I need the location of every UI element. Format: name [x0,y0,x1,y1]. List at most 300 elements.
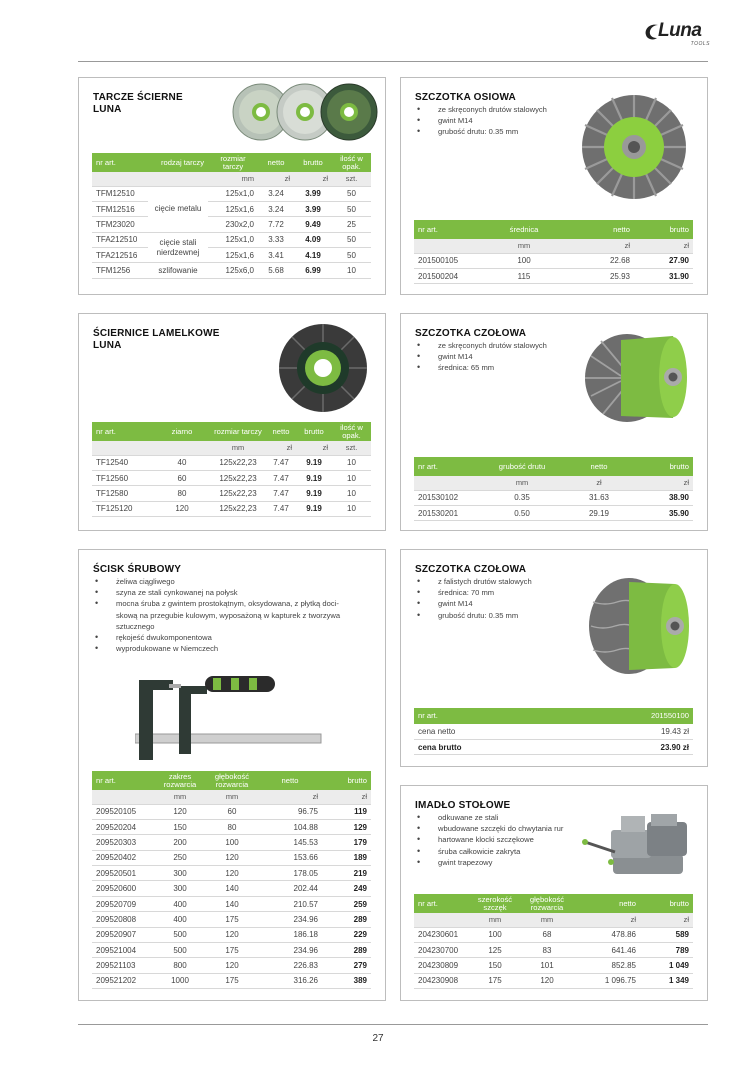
cell: 209520303 [92,835,154,850]
cell: 50 [332,201,371,216]
cell: 10 [332,486,371,501]
cell: 204230908 [414,973,470,988]
cell: 38.90 [634,490,693,505]
cell: 80 [206,819,258,834]
cell: 289 [322,943,371,958]
bench-vise-image [581,804,701,882]
cell: 125x1,0 [208,232,258,247]
cell: 175 [206,973,258,988]
cell: 789 [640,942,693,957]
cell: 1 096.75 [574,973,640,988]
cell: 289 [322,912,371,927]
unit-cell [414,239,484,253]
unit-cell [148,172,208,186]
cell: 209521004 [92,943,154,958]
cell: 27.90 [634,253,693,268]
feature-item: • rękojeść dwukomponentowa [93,632,383,643]
cell: 125x22,23 [210,470,266,485]
szczotka-czolowa-1-table [414,457,693,521]
table-row [92,217,371,232]
sciernice-table [92,422,371,517]
table-header [414,708,693,724]
scisk-title: ŚCISK ŚRUBOWY [93,564,182,575]
feature-item: • gwint M14 [415,115,547,126]
cell: 175 [206,943,258,958]
unit-cell [414,476,480,490]
cell: 234.96 [258,943,322,958]
cell: 7.47 [266,501,296,516]
table-row [414,253,693,268]
table-row [414,268,693,283]
tarcze-table [92,153,371,279]
table-row [92,819,371,834]
col-netto: netto [564,220,634,239]
feature-item: • z falistych drutów stalowych [415,576,532,587]
feature-item: • gwint M14 [415,351,547,362]
col-rozmiar: rozmiar tarczy [208,153,258,172]
units-row [414,476,693,490]
table-row [92,881,371,896]
cell: 204230601 [414,927,470,942]
cell: 589 [640,927,693,942]
col-nr-art: nr art. [414,220,484,239]
cell: 400 [154,912,206,927]
price-netto-row [414,724,693,739]
cell: 50 [332,232,371,247]
feature-item: • wbudowane szczęki do chwytania rur [415,823,563,834]
feature-item: • hartowane klocki szczękowe [415,834,563,845]
cell: 249 [322,881,371,896]
feature-item: • mocna śruba z gwintem prostokątnym, oksydowana, z płytką doci- [93,598,383,609]
feature-item-continued: skową na przegubie kulowym, wyposażoną w kapturek z tworzywa [116,610,341,620]
feature-item: • ze skręconych drutów stalowych [415,104,547,115]
cell: 300 [154,866,206,881]
cell: 23.90 zł [561,739,693,754]
cell: 10 [332,455,371,470]
cell: 279 [322,958,371,973]
szczotka-czolowa-2-table [414,708,693,755]
unit-cell: zł [574,913,640,927]
cell: 125x1,6 [208,248,258,263]
cell: 9.49 [294,217,332,232]
cell: 204230700 [414,942,470,957]
unit-cell: zł [294,172,332,186]
szczotka-osiowa-features [415,104,547,138]
cell: 389 [322,973,371,988]
unit-cell: szt. [332,172,371,186]
unit-cell: zł [564,239,634,253]
cell: TFM23020 [92,217,148,232]
cell: 209520204 [92,819,154,834]
cell: 0.35 [480,490,564,505]
cell: TF12560 [92,470,154,485]
unit-cell: zł [258,172,294,186]
unit-cell: szt. [332,441,371,455]
flap-disc-image [277,322,369,414]
cell: 175 [470,973,520,988]
cell: 178.05 [258,866,322,881]
col-szerokosc: szerokość szczęk [470,894,520,913]
cell: TFA212510 [92,232,148,247]
cell: 50 [332,248,371,263]
unit-cell: zł [564,476,634,490]
table-row [92,470,371,485]
table-row [92,263,371,278]
cell: 209521103 [92,958,154,973]
cell: 6.99 [294,263,332,278]
cell: TFA212516 [92,248,148,263]
cell: 125 [470,942,520,957]
article-number: 201550100 [561,708,693,724]
cell: 120 [206,958,258,973]
col-netto: netto [266,422,296,441]
feature-item: • średnica: 65 mm [415,362,547,373]
cell: TFM12510 [92,186,148,201]
table-row [92,912,371,927]
cell: 3.99 [294,201,332,216]
cell: 3.33 [258,232,294,247]
cell: 234.96 [258,912,322,927]
unit-cell: zł [634,476,693,490]
unit-cell: mm [154,790,206,804]
cell: 201500204 [414,268,484,283]
cell: 10 [332,501,371,516]
cell: 201530102 [414,490,480,505]
group-cell: cięcie stali nierdzewnej [148,232,208,263]
cell: 50 [332,186,371,201]
scisk-table [92,771,371,989]
col-nr-art: nr art. [92,153,148,172]
cell: 200 [154,835,206,850]
crimped-cup-brush-image [587,572,693,680]
cell: 29.19 [564,505,634,520]
cell: 125x6,0 [208,263,258,278]
wheel-brush-image [579,92,689,202]
unit-cell: zł [634,239,693,253]
cell: 230x2,0 [208,217,258,232]
cell: 500 [154,927,206,942]
unit-cell: zł [640,913,693,927]
units-row [92,790,371,804]
unit-cell: mm [210,441,266,455]
cell: 209521202 [92,973,154,988]
cell: 140 [206,896,258,911]
cell: 210.57 [258,896,322,911]
col-brutto: brutto [296,422,332,441]
col-glebokosc: głębokość rozwarcia [206,771,258,790]
cell: TFM12516 [92,201,148,216]
col-brutto: brutto [322,771,371,790]
cell: 100 [470,927,520,942]
table-row [92,866,371,881]
unit-cell: mm [206,790,258,804]
feature-item: • grubość drutu: 0.35 mm [415,610,532,621]
cell: 80 [154,486,210,501]
table-row [414,927,693,942]
unit-cell [414,913,470,927]
table-row [92,455,371,470]
szczotka-czolowa-1-features [415,340,547,374]
szczotka-czolowa-2-title: SZCZOTKA CZOŁOWA [415,564,527,575]
table-row [92,896,371,911]
unit-cell: zł [258,790,322,804]
cell: 9.19 [296,486,332,501]
cell: 202.44 [258,881,322,896]
cell: 35.90 [634,505,693,520]
col-ilosc: ilość w opak. [332,153,371,172]
table-row [92,943,371,958]
cell: 125x22,23 [210,486,266,501]
cell: 3.41 [258,248,294,263]
imadlo-features [415,812,563,868]
table-row [414,505,693,520]
tarcze-title: TARCZE ŚCIERNE LUNA [93,92,183,115]
feature-item: • śruba całkowicie zakryta [415,846,563,857]
feature-item: • grubość drutu: 0.35 mm [415,126,547,137]
table-header [92,771,371,790]
col-grubosc: grubość drutu [480,457,564,476]
cell: 5.68 [258,263,294,278]
cell: 120 [206,927,258,942]
table-row [92,973,371,988]
unit-cell: mm [484,239,564,253]
cell: 229 [322,927,371,942]
table-row [92,927,371,942]
cell: TFM1256 [92,263,148,278]
cell: TF125120 [92,501,154,516]
cell: 31.63 [564,490,634,505]
unit-cell [92,172,148,186]
cell: 9.19 [296,470,332,485]
cell: 120 [206,866,258,881]
cell: 186.18 [258,927,322,942]
cell: 209520907 [92,927,154,942]
cell: 10 [332,470,371,485]
logo-subtext: TOOLS [690,41,710,47]
cell: 125x22,23 [210,455,266,470]
cell: 19.43 zł [561,724,693,739]
col-brutto: brutto [640,894,693,913]
col-netto: netto [258,153,294,172]
cell: 478.86 [574,927,640,942]
cell: 189 [322,850,371,865]
cell: 40 [154,455,210,470]
cell: 150 [470,958,520,973]
table-row [414,973,693,988]
table-row [414,490,693,505]
table-row [92,186,371,201]
cell: 852.85 [574,958,640,973]
unit-cell: zł [266,441,296,455]
sciernice-title: ŚCIERNICE LAMELKOWE LUNA [93,328,220,351]
cell: cena netto [414,724,561,739]
cell: 115 [484,268,564,283]
table-row [92,232,371,247]
feature-item: • odkuwane ze stali [415,812,563,823]
cell: 1 349 [640,973,693,988]
cell: 204230809 [414,958,470,973]
table-row [92,958,371,973]
group-cell: cięcie metalu [148,186,208,232]
cell: 9.19 [296,501,332,516]
col-brutto: brutto [634,457,693,476]
cell: 7.47 [266,486,296,501]
table-row [92,486,371,501]
feature-item: • ze skręconych drutów stalowych [415,340,547,351]
table-row [92,201,371,216]
cell: 150 [154,819,206,834]
col-zakres: zakres rozwarcia [154,771,206,790]
cell: 129 [322,819,371,834]
feature-item: • wyprodukowane w Niemczech [93,643,383,654]
col-netto: netto [258,771,322,790]
col-rodzaj: rodzaj tarczy [148,153,208,172]
cell: 201530201 [414,505,480,520]
cell: 22.68 [564,253,634,268]
cell: 0.50 [480,505,564,520]
scisk-rows [92,804,371,989]
cell: 209520709 [92,896,154,911]
col-nr-art: nr art. [92,422,154,441]
col-netto: netto [574,894,640,913]
cell: 641.46 [574,942,640,957]
footer-rule [78,1024,708,1025]
szczotka-czolowa-1-title: SZCZOTKA CZOŁOWA [415,328,527,339]
unit-cell: mm [208,172,258,186]
cell: 3.24 [258,201,294,216]
unit-cell [92,441,154,455]
cell: 120 [154,804,206,819]
col-nr-art: nr art. [414,457,480,476]
col-brutto: brutto [634,220,693,239]
screw-clamp-image [135,670,325,762]
cell: 7.72 [258,217,294,232]
table-row [92,248,371,263]
cell: 9.19 [296,455,332,470]
table-row [92,501,371,516]
cell: 3.99 [294,186,332,201]
cell: 3.24 [258,186,294,201]
cell: cena brutto [414,739,561,754]
feature-item: • gwint M14 [415,598,532,609]
unit-cell: mm [480,476,564,490]
cup-brush-image [581,326,693,426]
cell: 100 [206,835,258,850]
header-rule [78,61,708,62]
cutting-discs-image [227,82,387,142]
col-ilosc: ilość w opak. [332,422,371,441]
cell: 209520501 [92,866,154,881]
unit-cell [154,441,210,455]
cell: 140 [206,881,258,896]
cell: 400 [154,896,206,911]
cell: 4.09 [294,232,332,247]
szczotka-czolowa-2-features [415,576,532,621]
table-row [92,804,371,819]
cell: 125x1,6 [208,201,258,216]
cell: 179 [322,835,371,850]
units-row [92,172,371,186]
cell: 300 [154,881,206,896]
cell: 125x22,23 [210,501,266,516]
luna-logo [644,20,714,50]
imadlo-title: IMADŁO STOŁOWE [415,800,511,811]
cell: 201500105 [414,253,484,268]
feature-item: • średnica: 70 mm [415,587,532,598]
cell: 500 [154,943,206,958]
cell: 209520402 [92,850,154,865]
col-ziarno: ziarno [154,422,210,441]
scisk-features [93,576,383,654]
cell: 7.47 [266,455,296,470]
cell: TF12540 [92,455,154,470]
unit-cell [92,790,154,804]
cell: 31.90 [634,268,693,283]
cell: 120 [206,850,258,865]
cell: 25.93 [564,268,634,283]
cell: 219 [322,866,371,881]
table-row [414,958,693,973]
cell: 1000 [154,973,206,988]
cell: 259 [322,896,371,911]
col-srednica: średnica [484,220,564,239]
cell: 1 049 [640,958,693,973]
cell: TF12580 [92,486,154,501]
unit-cell: zł [296,441,332,455]
units-row [414,913,693,927]
cell: 226.83 [258,958,322,973]
col-nr-art: nr art. [414,894,470,913]
table-row [92,835,371,850]
feature-item: • żeliwa ciągliwego [93,576,383,587]
cell: 145.53 [258,835,322,850]
unit-cell: zł [322,790,371,804]
cell: 60 [154,470,210,485]
cell: 125x1,0 [208,186,258,201]
szczotka-osiowa-title: SZCZOTKA OSIOWA [415,92,516,103]
feature-item: • gwint trapezowy [415,857,563,868]
col-rozmiar: rozmiar tarczy [210,422,266,441]
unit-cell: mm [470,913,520,927]
cell: 209520600 [92,881,154,896]
cell: 119 [322,804,371,819]
table-header [414,894,693,913]
feature-item: • szyna ze stali cynkowanej na połysk [93,587,383,598]
cell: 101 [520,958,574,973]
cell: 800 [154,958,206,973]
cell: 120 [154,501,210,516]
cell: 209520808 [92,912,154,927]
cell: 104.88 [258,819,322,834]
cell: 25 [332,217,371,232]
table-row [92,850,371,865]
col-brutto: brutto [294,153,332,172]
logo-text: Luna [658,20,702,41]
cell: 7.47 [266,470,296,485]
cell: 100 [484,253,564,268]
col-nr-art: nr art. [92,771,154,790]
col-glebokosc: głębokość rozwarcia [520,894,574,913]
imadlo-table [414,894,693,989]
col-nr-art: nr art. [414,708,561,724]
price-brutto-row [414,739,693,754]
table-header [92,422,371,441]
cell: 316.26 [258,973,322,988]
szczotka-osiowa-table [414,220,693,284]
cell: 175 [206,912,258,927]
table-header [414,457,693,476]
cell: 60 [206,804,258,819]
